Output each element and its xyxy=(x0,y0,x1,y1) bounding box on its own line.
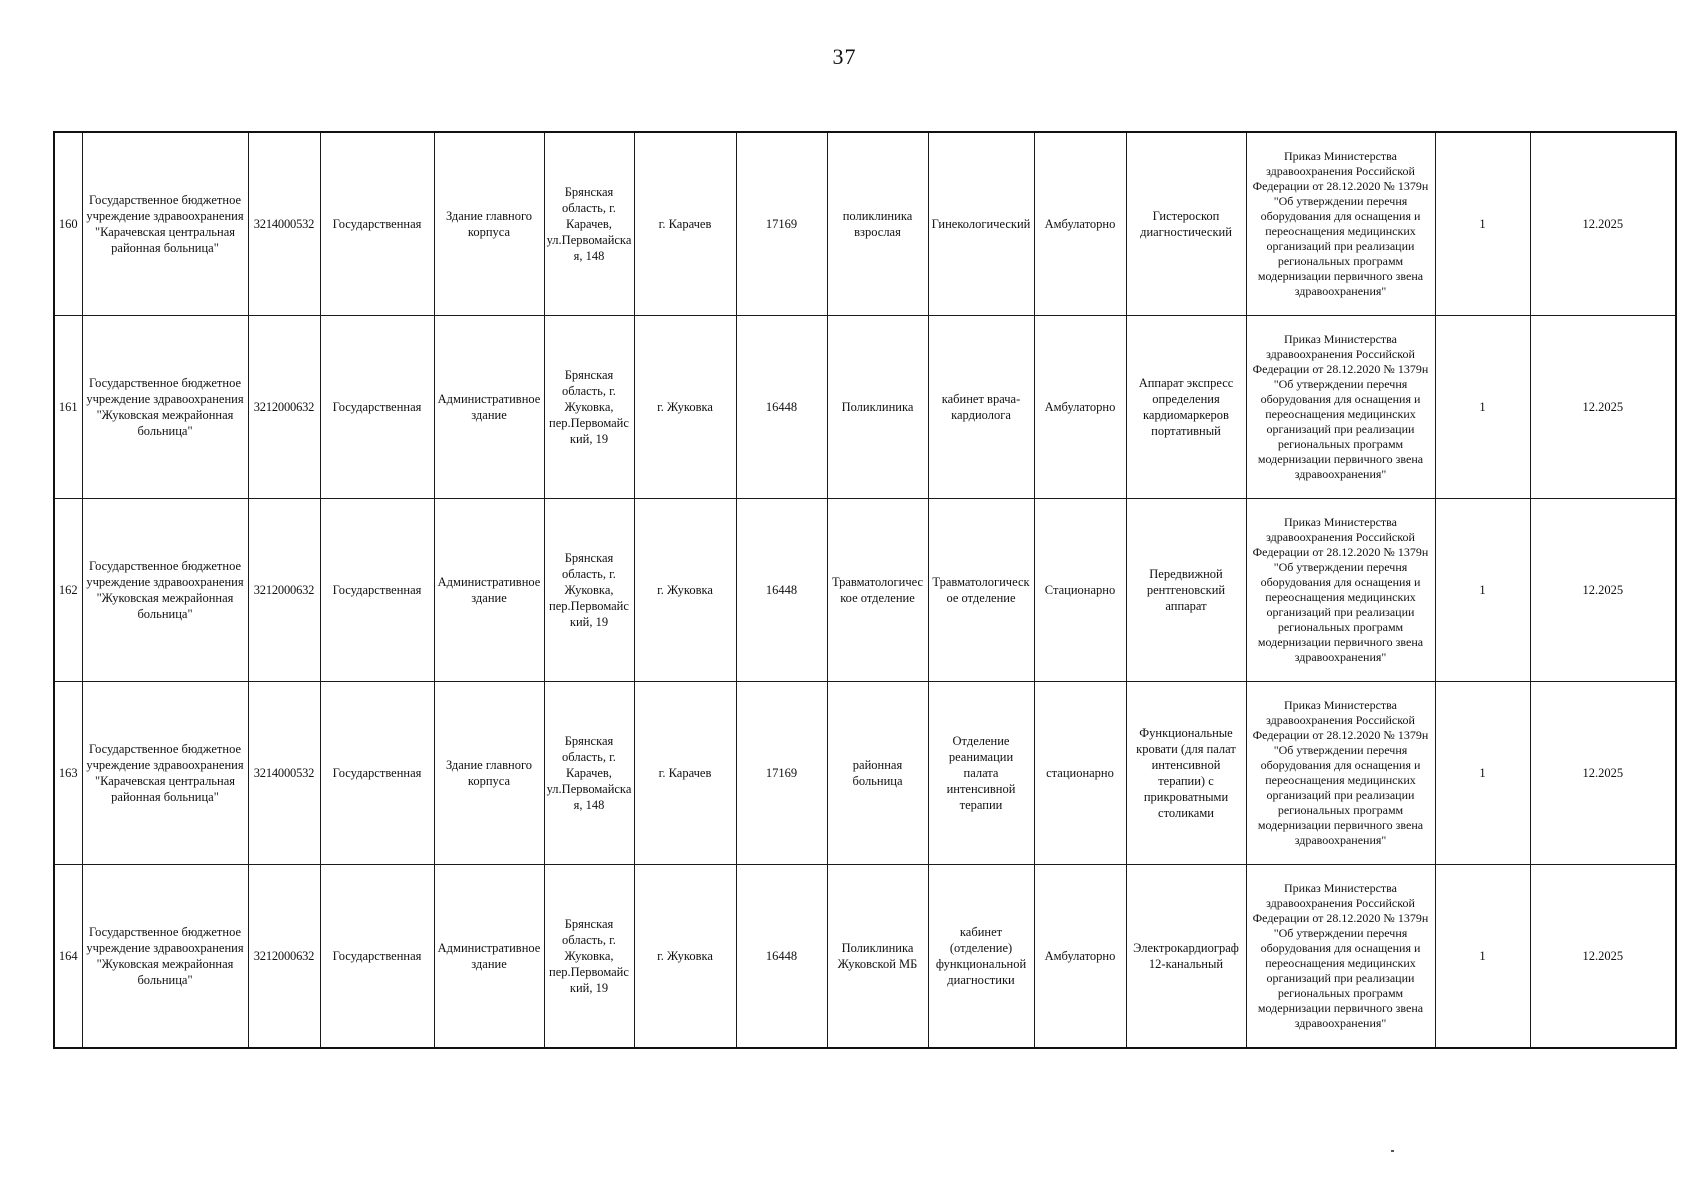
inn: 3212000632 xyxy=(248,865,320,1049)
row-number: 160 xyxy=(54,132,82,316)
inn: 3214000532 xyxy=(248,132,320,316)
legal-basis: Приказ Министерства здравоохранения Российской Федерации от 28.12.2020 № 1379н "Об утверждении перечня оборудования для оснащения и переоснащения медицинских организаций при реализации региональных программ модернизации первичного звена здравоохранения" xyxy=(1246,865,1435,1049)
organization-name: Государственное бюджетное учреждение здравоохранения "Жуковская межрайонная больница" xyxy=(82,499,248,682)
address: Брянская область, г. Жуковка, пер.Первомайский, 19 xyxy=(544,865,634,1049)
care-type: Стационарно xyxy=(1034,499,1126,682)
ownership-type: Государственная xyxy=(320,499,434,682)
city: г. Жуковка xyxy=(634,865,736,1049)
department: Отделение реанимации палата интенсивной терапии xyxy=(928,682,1034,865)
organization-name: Государственное бюджетное учреждение здравоохранения "Жуковская межрайонная больница" xyxy=(82,865,248,1049)
address: Брянская область, г. Карачев, ул.Первомайская, 148 xyxy=(544,132,634,316)
unit: Травматологическое отделение xyxy=(827,499,928,682)
date: 12.2025 xyxy=(1530,316,1676,499)
care-type: стационарно xyxy=(1034,682,1126,865)
address: Брянская область, г. Жуковка, пер.Первомайский, 19 xyxy=(544,499,634,682)
organization-name: Государственное бюджетное учреждение здравоохранения "Карачевская центральная районная больница" xyxy=(82,682,248,865)
care-type: Амбулаторно xyxy=(1034,865,1126,1049)
equipment-name: Передвижной рентгеновский аппарат xyxy=(1126,499,1246,682)
quantity: 1 xyxy=(1435,499,1530,682)
row-number: 163 xyxy=(54,682,82,865)
legal-basis: Приказ Министерства здравоохранения Российской Федерации от 28.12.2020 № 1379н "Об утверждении перечня оборудования для оснащения и переоснащения медицинских организаций при реализации региональных программ модернизации первичного звена здравоохранения" xyxy=(1246,682,1435,865)
city: г. Жуковка xyxy=(634,499,736,682)
legal-basis: Приказ Министерства здравоохранения Российской Федерации от 28.12.2020 № 1379н "Об утверждении перечня оборудования для оснащения и переоснащения медицинских организаций при реализации региональных программ модернизации первичного звена здравоохранения" xyxy=(1246,132,1435,316)
code: 16448 xyxy=(736,316,827,499)
department: Травматологическое отделение xyxy=(928,499,1034,682)
building: Административное здание xyxy=(434,865,544,1049)
building: Административное здание xyxy=(434,316,544,499)
ownership-type: Государственная xyxy=(320,865,434,1049)
organization-name: Государственное бюджетное учреждение здравоохранения "Карачевская центральная районная больница" xyxy=(82,132,248,316)
date: 12.2025 xyxy=(1530,499,1676,682)
address: Брянская область, г. Жуковка, пер.Первомайский, 19 xyxy=(544,316,634,499)
row-number: 164 xyxy=(54,865,82,1049)
quantity: 1 xyxy=(1435,682,1530,865)
legal-basis: Приказ Министерства здравоохранения Российской Федерации от 28.12.2020 № 1379н "Об утверждении перечня оборудования для оснащения и переоснащения медицинских организаций при реализации региональных программ модернизации первичного звена здравоохранения" xyxy=(1246,499,1435,682)
building: Административное здание xyxy=(434,499,544,682)
inn: 3212000632 xyxy=(248,499,320,682)
address: Брянская область, г. Карачев, ул.Первомайская, 148 xyxy=(544,682,634,865)
ownership-type: Государственная xyxy=(320,316,434,499)
city: г. Карачев xyxy=(634,682,736,865)
equipment-name: Аппарат экспресс определения кардиомаркеров портативный xyxy=(1126,316,1246,499)
care-type: Амбулаторно xyxy=(1034,316,1126,499)
table-row xyxy=(54,499,1676,682)
city: г. Карачев xyxy=(634,132,736,316)
equipment-name: Гистероскоп диагностический xyxy=(1126,132,1246,316)
organization-name: Государственное бюджетное учреждение здравоохранения "Жуковская межрайонная больница" xyxy=(82,316,248,499)
code: 17169 xyxy=(736,132,827,316)
ownership-type: Государственная xyxy=(320,682,434,865)
quantity: 1 xyxy=(1435,865,1530,1049)
quantity: 1 xyxy=(1435,316,1530,499)
inn: 3214000532 xyxy=(248,682,320,865)
inn: 3212000632 xyxy=(248,316,320,499)
scan-speck xyxy=(1391,1150,1394,1152)
table-row xyxy=(54,682,1676,865)
date: 12.2025 xyxy=(1530,865,1676,1049)
code: 16448 xyxy=(736,865,827,1049)
care-type: Амбулаторно xyxy=(1034,132,1126,316)
date: 12.2025 xyxy=(1530,682,1676,865)
department: Гинекологический xyxy=(928,132,1034,316)
unit: районная больница xyxy=(827,682,928,865)
equipment-table xyxy=(53,131,1677,1049)
page-number: 37 xyxy=(832,44,857,69)
code: 17169 xyxy=(736,682,827,865)
table-row xyxy=(54,316,1676,499)
unit: Поликлиника Жуковской МБ xyxy=(827,865,928,1049)
building: Здание главного корпуса xyxy=(434,682,544,865)
date: 12.2025 xyxy=(1530,132,1676,316)
ownership-type: Государственная xyxy=(320,132,434,316)
row-number: 161 xyxy=(54,316,82,499)
city: г. Жуковка xyxy=(634,316,736,499)
unit: Поликлиника xyxy=(827,316,928,499)
equipment-name: Электрокардиограф 12-канальный xyxy=(1126,865,1246,1049)
unit: поликлиника взрослая xyxy=(827,132,928,316)
department: кабинет врача-кардиолога xyxy=(928,316,1034,499)
equipment-name: Функциональные кровати (для палат интенсивной терапии) с прикроватными столиками xyxy=(1126,682,1246,865)
table-row xyxy=(54,865,1676,1049)
code: 16448 xyxy=(736,499,827,682)
department: кабинет (отделение) функциональной диагностики xyxy=(928,865,1034,1049)
row-number: 162 xyxy=(54,499,82,682)
legal-basis: Приказ Министерства здравоохранения Российской Федерации от 28.12.2020 № 1379н "Об утверждении перечня оборудования для оснащения и переоснащения медицинских организаций при реализации региональных программ модернизации первичного звена здравоохранения" xyxy=(1246,316,1435,499)
table-row xyxy=(54,132,1676,316)
quantity: 1 xyxy=(1435,132,1530,316)
building: Здание главного корпуса xyxy=(434,132,544,316)
